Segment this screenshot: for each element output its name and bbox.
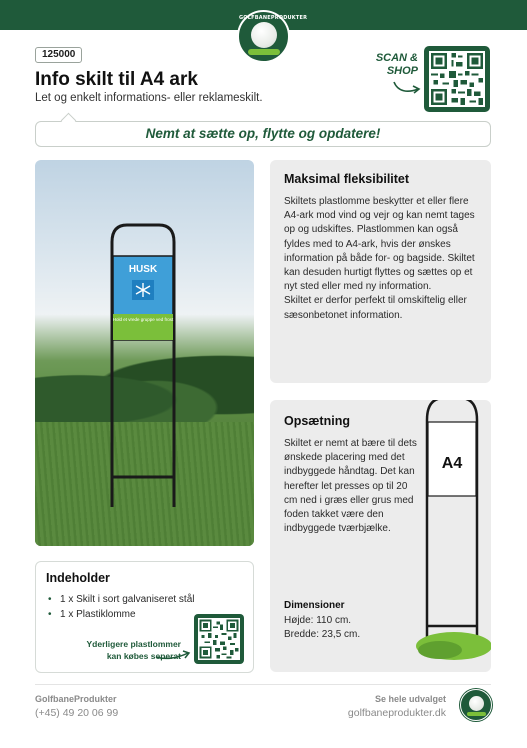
sign-caption: Hold et vrede gruppe ved frost xyxy=(112,317,174,322)
footer-url[interactable]: golfbaneprodukter.dk xyxy=(347,707,446,719)
setup-body: Skiltet er nemt at bære til dets ønskede placering med det indbyggede håndtag. Det kan herefter let presses op til 20 cm ned i græs eller grus med foden takket være den indbyggede tværbjælke. xyxy=(284,438,417,535)
arrow-right-icon xyxy=(154,649,194,661)
page-title: Info skilt til A4 ark xyxy=(35,69,198,90)
contents-list xyxy=(48,592,195,622)
golfbaneprodukter-logo[interactable] xyxy=(237,10,308,63)
flexibility-text: Skiltets plastlomme beskytter et eller flere A4-ark mod vind og vejr og kan nemt tages op og udskiftes. Plastlommen kan også fyldes med to A4-ark, hvis der ønskes information på både for- og bagside. Skiltet kan desuden hurtigt flyttes og sættes op et nyt sted eller med ny information. xyxy=(284,196,475,293)
flexibility-panel xyxy=(270,160,491,383)
a4-label: A4 xyxy=(441,455,463,472)
qr-code-extra-pockets[interactable] xyxy=(194,614,244,664)
golfbaneprodukter-logo-footer[interactable] xyxy=(460,689,492,721)
setup-heading: Opsætning xyxy=(284,414,350,428)
setup-panel xyxy=(270,400,491,672)
tagline-banner: Nemt at sætte op, flytte og opdatere! xyxy=(35,121,491,147)
product-photo xyxy=(35,160,254,546)
qr-code-shop[interactable] xyxy=(424,46,490,112)
flexibility-text-2: Skiltet er derfor perfekt til omskiftelig eller sæsonbetonet information. xyxy=(284,295,467,321)
golf-ball-icon xyxy=(469,696,484,711)
scan-label-line2: SHOP xyxy=(386,65,418,77)
grass-icon xyxy=(467,712,486,716)
flexibility-heading: Maksimal fleksibilitet xyxy=(284,172,410,186)
list-item: • 1 x Skilt i sort galvaniseret stål xyxy=(48,594,195,605)
dimension-width: Bredde: 23,5 cm. xyxy=(284,629,361,640)
curved-arrow-icon xyxy=(392,80,422,96)
grass-icon xyxy=(248,49,280,55)
page-subtitle: Let og enkelt informations- eller reklameskilt. xyxy=(35,92,263,104)
list-item: • 1 x Plastiklomme xyxy=(48,609,136,620)
extra-note-line2: kan købes seperat xyxy=(106,651,181,661)
footer-brand: GolfbaneProdukter xyxy=(35,694,117,704)
scan-label-line1: SCAN & xyxy=(375,52,418,64)
flexibility-body xyxy=(284,195,482,323)
bullet-icon: • xyxy=(48,609,52,620)
dimension-height: Højde: 110 cm. xyxy=(284,615,352,626)
qr-code-icon xyxy=(198,618,240,660)
extra-note-line1: Yderligere plastlommer xyxy=(86,639,181,649)
bullet-icon: • xyxy=(48,594,52,605)
product-code: 125000 xyxy=(35,47,82,63)
sign-illustration xyxy=(107,222,179,507)
sign-heading: HUSK xyxy=(128,264,158,275)
sign-diagram xyxy=(410,400,491,672)
golf-ball-icon xyxy=(251,22,277,48)
contents-heading: Indeholder xyxy=(46,571,110,585)
footer-divider xyxy=(35,684,491,685)
logo-text: GOLFBANEPRODUKTER xyxy=(239,15,308,21)
dimensions-heading: Dimensioner xyxy=(284,600,345,611)
scan-shop-label xyxy=(360,52,418,78)
footer-phone[interactable]: (+45) 49 20 06 99 xyxy=(35,707,119,719)
footer-see-all: Se hele udvalget xyxy=(374,694,446,704)
qr-code-icon xyxy=(429,51,485,107)
